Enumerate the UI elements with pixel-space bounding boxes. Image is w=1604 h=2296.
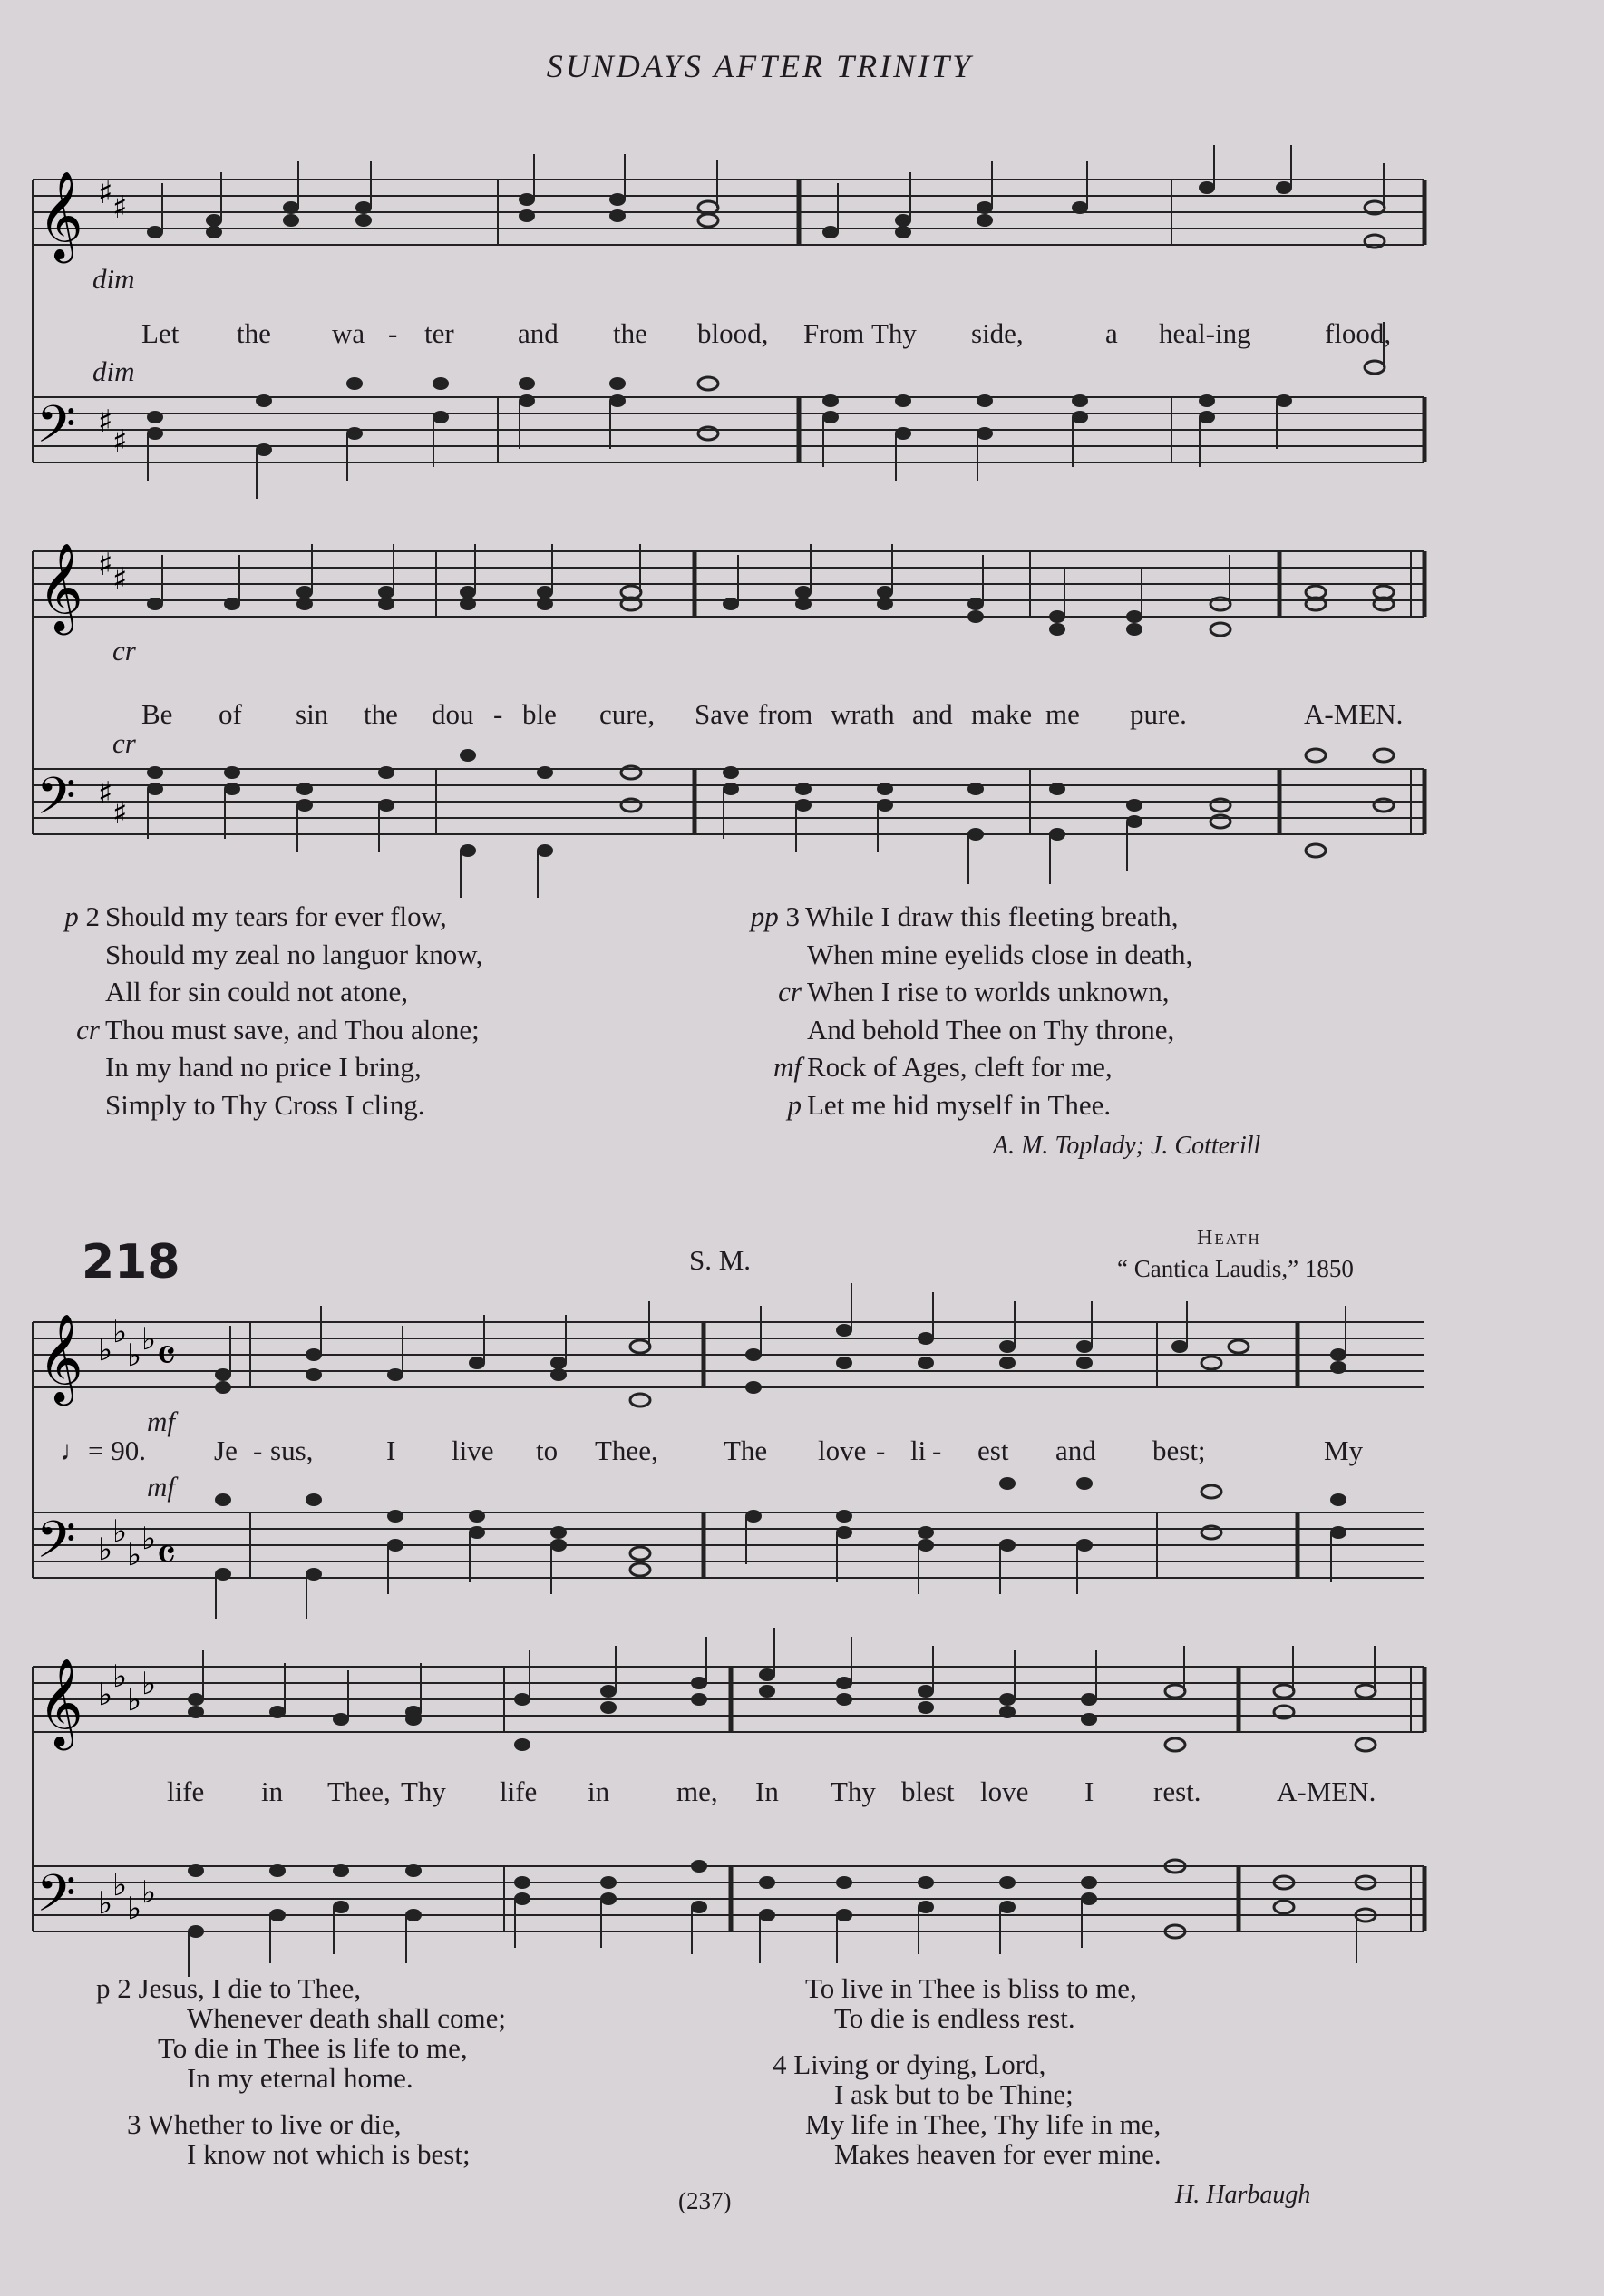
verse-line: 3 Whether to live or die, xyxy=(127,2108,402,2140)
lyric-syllable: sus, xyxy=(270,1435,314,1466)
verse-dynamic: p xyxy=(64,900,79,932)
svg-text:♭: ♭ xyxy=(127,1891,142,1927)
lyric-syllable: to xyxy=(536,1435,559,1466)
svg-text:♭: ♭ xyxy=(112,1659,128,1695)
svg-text:𝄴: 𝄴 xyxy=(156,1529,177,1581)
svg-text:♭: ♭ xyxy=(98,1677,113,1713)
svg-text:♯: ♯ xyxy=(112,423,128,460)
lyric-syllable: in xyxy=(261,1776,284,1807)
lyric-syllable: the xyxy=(613,317,647,349)
lyric-syllable: and xyxy=(518,317,559,349)
lyric-syllable: best; xyxy=(1152,1435,1206,1466)
svg-text:𝄢: 𝄢 xyxy=(36,1864,76,1936)
svg-text:♯: ♯ xyxy=(112,190,128,226)
lyric-syllable: live xyxy=(452,1435,494,1466)
verse-line xyxy=(44,1086,482,1124)
tune-name: Heath xyxy=(1197,1226,1261,1250)
verse-line: To live in Thee is bliss to me, xyxy=(805,1972,1137,2004)
lyric-syllable: Je xyxy=(214,1435,238,1466)
svg-text:♭: ♭ xyxy=(141,1666,157,1702)
lyric-syllable: ter xyxy=(424,317,454,349)
verse-text: When I rise to worlds unknown, xyxy=(807,976,1170,1007)
verse-text: Simply to Thy Cross I cling. xyxy=(105,1088,425,1121)
svg-text:𝄢: 𝄢 xyxy=(36,395,76,467)
svg-text:♭: ♭ xyxy=(98,1885,113,1921)
lyric-syllable: From xyxy=(803,317,865,349)
verse-text: While I draw this fleeting breath, xyxy=(805,900,1179,932)
verse-text: And behold Thee on Thy throne, xyxy=(807,1013,1175,1046)
lyric-syllable: blest xyxy=(901,1776,955,1807)
verse-dynamic: mf xyxy=(773,1051,802,1083)
lyric-syllable: flood, xyxy=(1325,317,1392,349)
lyric-syllable: life xyxy=(500,1776,538,1807)
verse-line xyxy=(745,1086,1192,1124)
dynamic-mf-treble: mf xyxy=(147,1406,175,1437)
lyric-syllable: Thee, xyxy=(595,1435,658,1466)
svg-text:𝄞: 𝄞 xyxy=(38,1313,83,1402)
lyric-syllable: wrath xyxy=(831,698,895,730)
lyric-syllable: Thee, xyxy=(327,1776,391,1807)
verse-line: I know not which is best; xyxy=(187,2138,471,2170)
svg-text:♭: ♭ xyxy=(127,1682,142,1718)
system-1 xyxy=(33,163,1429,508)
svg-text:♭: ♭ xyxy=(141,1321,157,1357)
lyric-syllable: li xyxy=(910,1435,927,1466)
lyric-syllable: - xyxy=(388,317,398,349)
lyric-syllable: The xyxy=(724,1435,768,1466)
verse-dynamic xyxy=(745,936,807,974)
dynamic-cr-bass: cr xyxy=(112,727,136,759)
svg-text:♭: ♭ xyxy=(112,1314,128,1350)
tune-source: “ Cantica Laudis,” 1850 xyxy=(1117,1255,1354,1282)
verse-dynamic: cr xyxy=(76,1013,100,1046)
verse-dynamic xyxy=(44,973,105,1011)
verse-text: Let me hid myself in Thee. xyxy=(807,1088,1112,1121)
lyric-syllable: the xyxy=(364,698,398,730)
verse-text: When mine eyelids close in death, xyxy=(807,938,1193,970)
svg-text:♭: ♭ xyxy=(98,1532,113,1568)
page-number: (237) xyxy=(678,2187,732,2214)
lyric-syllable: - xyxy=(876,1435,886,1466)
lyric-syllable: a xyxy=(1105,317,1118,349)
verse-dynamic xyxy=(44,936,105,974)
svg-text:𝄢: 𝄢 xyxy=(36,767,76,839)
hymn218-verses-left xyxy=(96,1973,506,2169)
lyric-syllable: blood, xyxy=(697,317,769,349)
lyric-syllable: wa xyxy=(332,317,365,349)
verse-line xyxy=(745,1048,1192,1086)
lyric-syllable: ble xyxy=(522,698,557,730)
lyric-syllable: Thy xyxy=(831,1776,876,1807)
verse-text: Rock of Ages, cleft for me, xyxy=(807,1051,1113,1083)
lyric-syllable: I xyxy=(1084,1776,1094,1807)
verse-text: Should my zeal no languor know, xyxy=(105,938,483,970)
verse-line xyxy=(745,936,1192,974)
dynamic-mf-bass: mf xyxy=(147,1471,175,1503)
lyric-syllable: In xyxy=(755,1776,779,1807)
verse-line xyxy=(745,973,1192,1011)
verse-line: p 2 Jesus, I die to Thee, xyxy=(96,1972,362,2004)
verse-dynamic: cr xyxy=(778,976,802,1007)
verse-dynamic xyxy=(44,1048,105,1086)
lyric-syllable: My xyxy=(1324,1435,1364,1466)
lyric-syllable: pure. xyxy=(1130,698,1187,730)
svg-text:𝄞: 𝄞 xyxy=(38,170,83,259)
svg-text:♭: ♭ xyxy=(141,1874,157,1911)
svg-text:♭: ♭ xyxy=(98,1332,113,1368)
lyric-syllable: Let xyxy=(141,317,180,349)
hymn217-verses-right xyxy=(745,898,1192,1124)
verse-line: In my eternal home. xyxy=(187,2062,413,2094)
verse-line: Makes heaven for ever mine. xyxy=(834,2138,1162,2170)
verse-line xyxy=(44,936,482,974)
verse-line: My life in Thee, Thy life in me, xyxy=(805,2108,1162,2140)
verse-text: Should my tears for ever flow, xyxy=(105,900,447,932)
lyric-syllable: side, xyxy=(971,317,1024,349)
verse-text: Thou must save, and Thou alone; xyxy=(105,1013,480,1046)
lyric-syllable: in xyxy=(588,1776,610,1807)
lyric-syllable: A-MEN. xyxy=(1277,1776,1376,1807)
verse-text: In my hand no price I bring, xyxy=(105,1051,422,1083)
dynamic-dim-treble: dim xyxy=(92,263,135,295)
verse-line xyxy=(44,973,482,1011)
system-2 xyxy=(33,535,1429,898)
verse-number: 3 xyxy=(785,900,800,932)
svg-text:♯: ♯ xyxy=(98,775,113,812)
svg-text:𝄞: 𝄞 xyxy=(38,542,83,631)
lyric-syllable: I xyxy=(386,1435,396,1466)
svg-text:♯: ♯ xyxy=(112,561,128,598)
score-system-4 xyxy=(33,1650,1429,1977)
svg-text:♭: ♭ xyxy=(112,1513,128,1550)
lyric-syllable: rest. xyxy=(1153,1776,1201,1807)
dynamic-dim-bass: dim xyxy=(92,355,135,387)
lyric-syllable: life xyxy=(167,1776,205,1807)
hymn217-verses-left xyxy=(44,898,482,1124)
svg-text:𝄴: 𝄴 xyxy=(156,1329,177,1382)
system-4 xyxy=(33,1650,1429,1977)
lyric-syllable: make xyxy=(971,698,1033,730)
lyric-syllable: heal-ing xyxy=(1159,317,1251,349)
lyric-syllable: - xyxy=(253,1435,263,1466)
verse-line xyxy=(745,1011,1192,1049)
verse-line: To die in Thee is life to me, xyxy=(158,2032,468,2064)
lyric-syllable: Save xyxy=(695,698,750,730)
hymn217-credit: A. M. Toplady; J. Cotterill xyxy=(993,1132,1261,1160)
verse-line: Whenever death shall come; xyxy=(187,2002,507,2034)
verse-line: To die is endless rest. xyxy=(834,2002,1075,2034)
verse-line xyxy=(745,898,1192,936)
verse-line xyxy=(44,898,482,936)
lyric-syllable: love xyxy=(980,1776,1029,1807)
lyric-syllable: of xyxy=(219,698,242,730)
lyric-syllable: Thy xyxy=(871,317,917,349)
verse-dynamic: p xyxy=(787,1088,802,1121)
tempo-marking: ♩= 90. xyxy=(60,1435,146,1466)
verse-number: 2 xyxy=(85,900,100,932)
svg-text:♯: ♯ xyxy=(98,404,113,440)
svg-text:♭: ♭ xyxy=(127,1338,142,1374)
lyric-syllable: Be xyxy=(141,698,173,730)
lyric-syllable: from xyxy=(758,698,813,730)
lyric-syllable: love xyxy=(818,1435,867,1466)
svg-text:𝄞: 𝄞 xyxy=(38,1658,83,1746)
verse-dynamic xyxy=(44,1086,105,1124)
lyric-syllable: the xyxy=(237,317,271,349)
svg-text:♯: ♯ xyxy=(98,547,113,583)
lyric-syllable: me, xyxy=(676,1776,718,1807)
verse-line: 4 Living or dying, Lord, xyxy=(773,2048,1046,2080)
lyric-syllable: and xyxy=(1055,1435,1096,1466)
meter: S. M. xyxy=(689,1244,752,1276)
running-head: SUNDAYS AFTER TRINITY xyxy=(546,48,974,84)
lyric-syllable: cure, xyxy=(599,698,656,730)
lyric-syllable: - xyxy=(932,1435,942,1466)
verse-line xyxy=(44,1048,482,1086)
lyric-syllable: dou xyxy=(432,698,474,730)
dynamic-cr-treble: cr xyxy=(112,635,136,666)
lyric-syllable: - xyxy=(493,698,503,730)
verse-text: All for sin could not atone, xyxy=(105,976,409,1007)
verse-line: I ask but to be Thine; xyxy=(834,2078,1074,2110)
lyric-syllable: A-MEN. xyxy=(1304,698,1404,730)
lyric-syllable: est xyxy=(977,1435,1009,1466)
svg-text:♯: ♯ xyxy=(98,175,113,211)
hymn-number: 218 xyxy=(82,1235,180,1289)
hymn218-author: H. Harbaugh xyxy=(1175,2181,1311,2209)
svg-text:𝄢: 𝄢 xyxy=(36,1511,76,1582)
verse-line xyxy=(44,1011,482,1049)
verse-dynamic: pp xyxy=(750,900,779,932)
svg-text:♯: ♯ xyxy=(112,795,128,832)
svg-text:♭: ♭ xyxy=(127,1537,142,1573)
lyric-syllable: and xyxy=(912,698,953,730)
lyric-syllable: me xyxy=(1045,698,1080,730)
svg-text:♭: ♭ xyxy=(112,1867,128,1903)
hymn218-verses-right xyxy=(773,1973,1162,2169)
verse-dynamic xyxy=(745,1011,807,1049)
lyric-syllable: sin xyxy=(296,698,329,730)
svg-text:♭: ♭ xyxy=(141,1521,157,1557)
lyric-syllable: Thy xyxy=(401,1776,446,1807)
